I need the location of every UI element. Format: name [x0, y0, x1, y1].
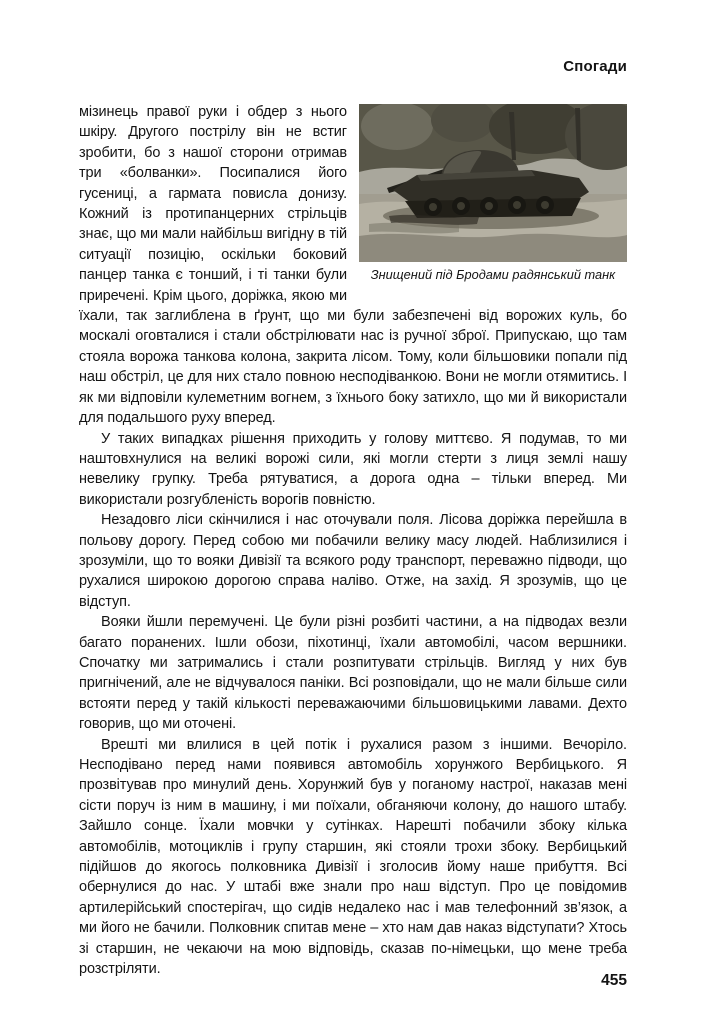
paragraph: Вояки йшли перемучені. Це були різні розбиті частини, а на підводах везли багато поранених. Ішли обози, піхотинці, їхали автомобілі, часом вершники. Спочатку ми затримались і стали розпитувати стрільців. Вигляд у них був пригнічений, але не відчувалося паніки. Всі розповідали, що не мали більше сили встояти перед у такій кількості переважаючими більшовицькими лавами. Дехто говорив, що ми оточені. — [79, 614, 627, 733]
photo-caption: Знищений під Бродами радянський танк — [370, 267, 616, 282]
tank-photo — [359, 104, 627, 262]
paragraph: мізинець правої руки і обдер з нього шкіру. Другого пострілу він не встиг зробити, бо з нашої сторони отримав три «болванки». Посипалися його гусениці, а гармата повисла донизу. Кожний із протипанцерних стрільців знає, що ми мали найбільш вигідну в тій ситуації позицію, оскільки боковий панцер танка є тонший, і ті танки були приречені. Крім цього, доріжка, якою ми їхали, так заглиблена в ґрунт, що ми були забезпечені від ворожих куль, бо москалі оговталися і стали обстрілювати нас із ручної зброї. Припускаю, що там стояла ворожа танкова колона, закрита лісом. Тому, коли більшовики попали під наш обстріл, це для них стало повною несподіванкою. Вони не могли отямитись. І як ми відповіли кулеметним вогнем, з їхнього боку затихло, що ми й використали для подальшого руху вперед. — [79, 104, 627, 427]
paragraph: У таких випадках рішення приходить у голову миттєво. Я подумав, то ми наштовхнулися на великі ворожі сили, які могли стерти з лиця землі нашу невелику групку. Треба рятуватися, а дорога одна – тільки вперед. Ми використали розгубленість ворогів повністю. — [79, 430, 627, 508]
page-content — [79, 58, 627, 979]
paragraph: Врешті ми влилися в цей потік і рухалися разом з іншими. Вечоріло. Несподівано перед нами появився автомобіль хорунжого Вербицького. Я прозвітував про минулий день. Хорунжий був у поганому настрої, наказав мені сісти поруч із ним в машину, і ми поїхали, обганяючи колону, до нашого штабу. Зайшло сонце. Їхали мовчки у сутінках. Нарешті побачили збоку кілька автомобілів, мотоциклів і групу старшин, які стояли трохи збоку. Вербицький підійшов до якогось полковника Дивізії і зголосив йому наше прибуття. Всі обернулися до нас. У штабі вже знали про наш відступ. Про це повідомив артилерійський спостерігач, що сидів недалеко нас і мав телефонний зв’язок, а ми його не бачили. Полковник спитав мене – хто нам дав наказ відступати? Хтось зі старшин, не чекаючи на мою відповідь, сказав по-німецьки, що мене треба розстріляти. — [79, 736, 627, 978]
photo-block — [359, 104, 627, 283]
paragraph: Незадовго ліси скінчилися і нас оточували поля. Лісова доріжка перейшла в польову дорогу. Перед собою ми побачили велику масу людей. Наблизилися і зрозуміли, що то вояки Дивізії та всякого роду транспорт, переважно підводи, що рухалися широкою дорогою справа наліво. Отже, на захід. Я зрозумів, що це відступ. — [79, 512, 627, 610]
running-header: Спогади — [563, 58, 627, 75]
body-text — [79, 102, 627, 979]
page-number: 455 — [601, 972, 627, 989]
